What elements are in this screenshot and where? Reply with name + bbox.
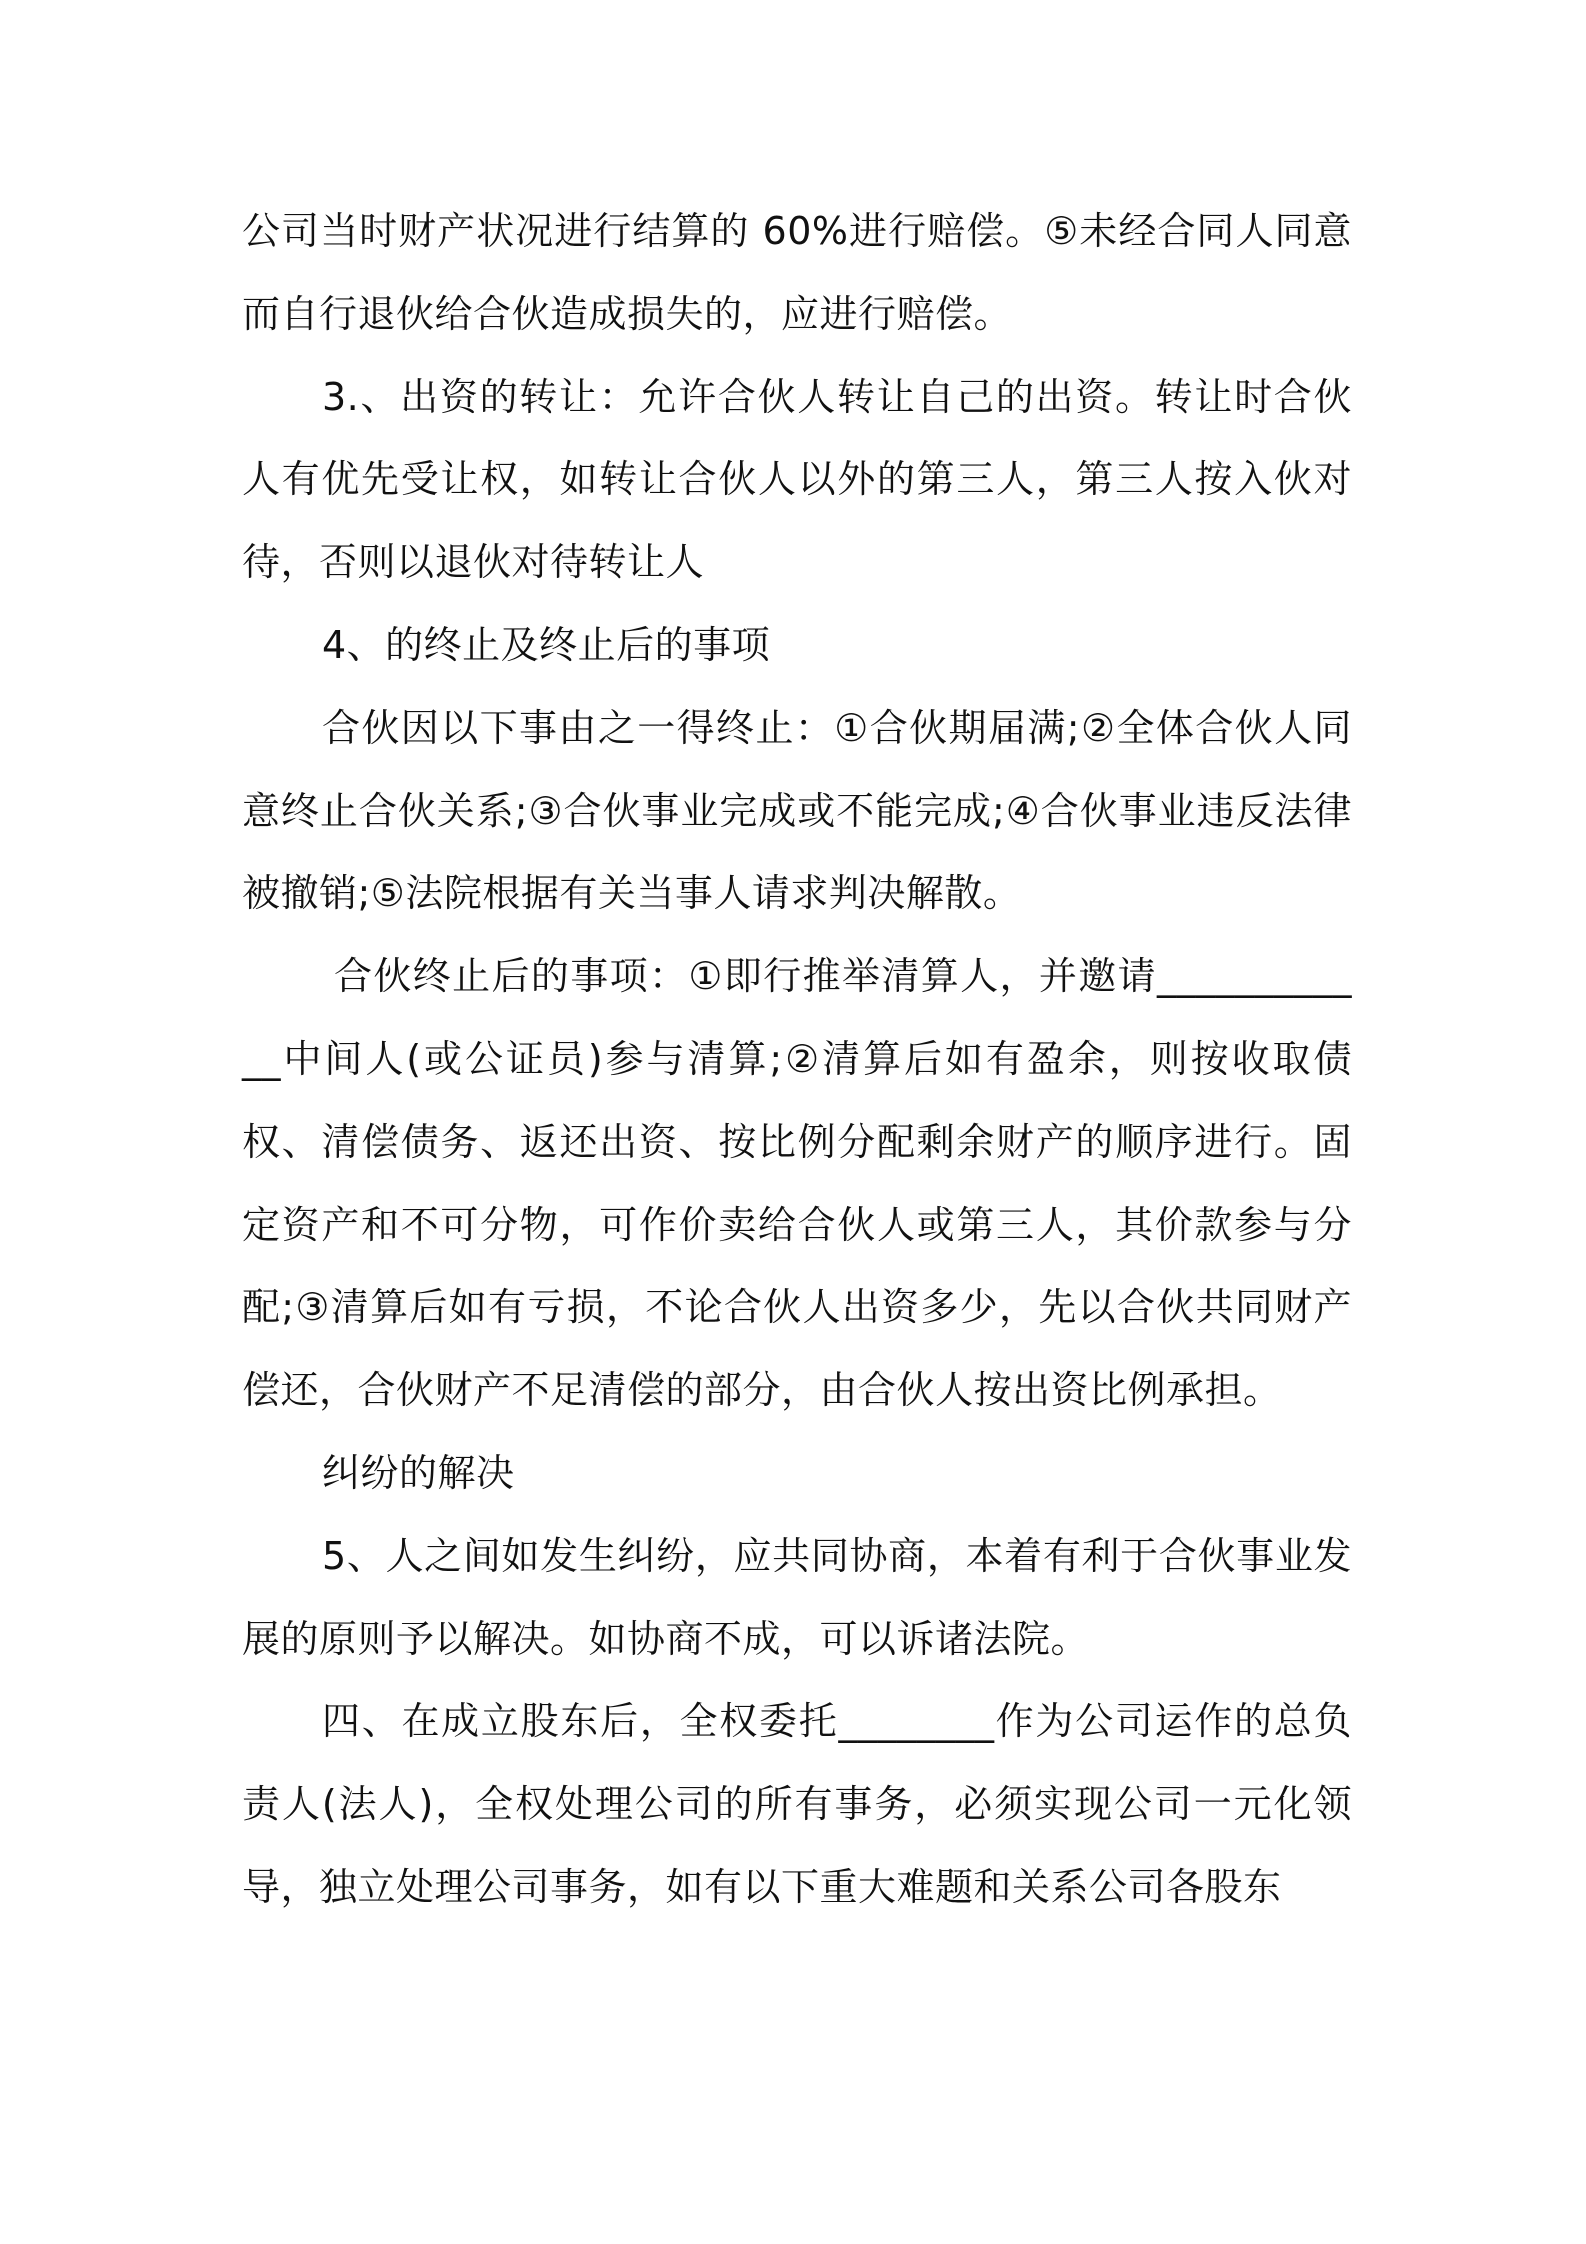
paragraph-capital-transfer: 3.、出资的转让：允许合伙人转让自己的出资。转让时合伙人有优先受让权，如转让合伙人以外的第三人，第三人按入伙对待，否则以退伙对待转让人	[242, 374, 1352, 585]
section-heading-termination: 4、的终止及终止后的事项	[322, 622, 771, 667]
paragraph-dispute-resolution: 5、人之间如发生纠纷，应共同协商，本着有利于合伙事业发展的原则予以解决。如协商不成，可以诉诸法院。	[242, 1533, 1352, 1661]
section-heading-dispute-resolution: 纠纷的解决	[322, 1450, 515, 1495]
paragraph-termination-reasons: 合伙因以下事由之一得终止：①合伙期届满;②全体合伙人同意终止合伙关系;③合伙事业完成或不能完成;④合伙事业违反法律被撤销;⑤法院根据有关当事人请求判决解散。	[242, 705, 1352, 916]
paragraph-compensation-clause: 公司当时财产状况进行结算的 60%进行赔偿。⑤未经合同人同意而自行退伙给合伙造成损失的，应进行赔偿。	[242, 209, 1352, 336]
document-body	[242, 190, 1352, 1929]
paragraph-general-manager-appointment: 四、在成立股东后，全权委托________作为公司运作的总负责人(法人)，全权处理公司的所有事务，必须实现公司一元化领导，独立处理公司事务，如有以下重大难题和关系公司各股东	[242, 1699, 1352, 1909]
paragraph-post-termination-matters: 合伙终止后的事项：①即行推举清算人，并邀请____________中间人(或公证员)参与清算;②清算后如有盈余，则按收取债权、清偿债务、返还出资、按比例分配剩余财产的顺序进行。固定资产和不可分物，可作价卖给合伙人或第三人，其价款参与分配;③清算后如有亏损，不论合伙人出资多少，先以合伙共同财产偿还，合伙财产不足清偿的部分，由合伙人按出资比例承担。	[242, 954, 1352, 1413]
